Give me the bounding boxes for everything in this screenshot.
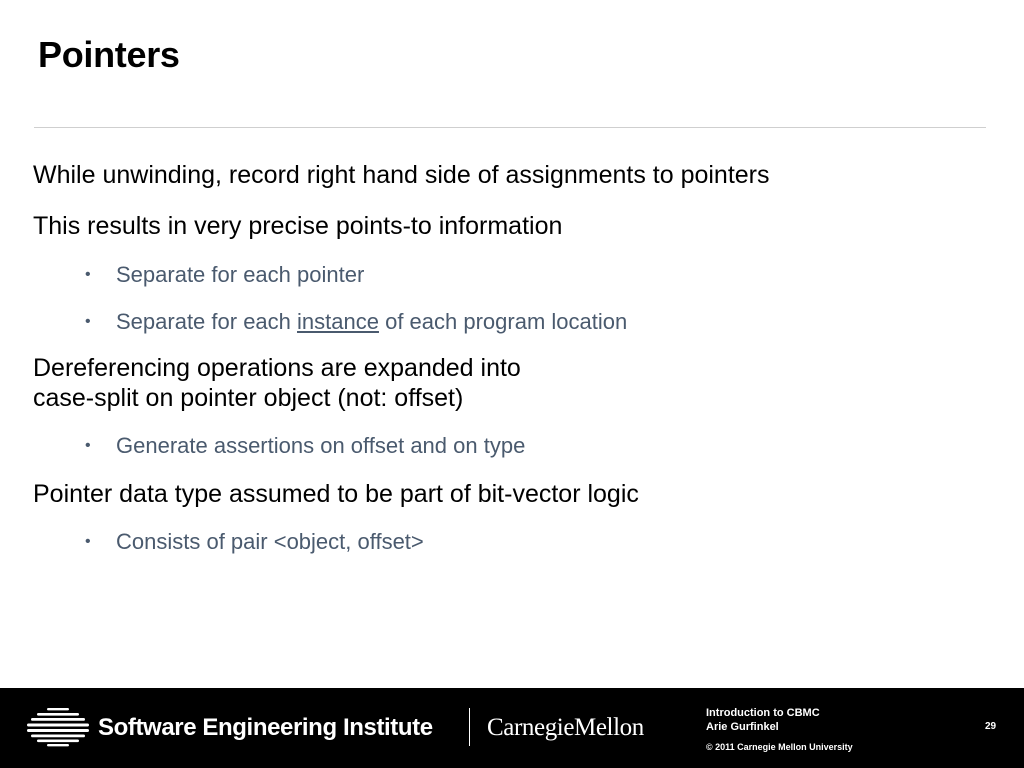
sei-name: Software Engineering Institute [98,714,433,741]
footer-bar [0,688,1024,768]
slide-title: Pointers [38,34,180,75]
author-name: Arie Gurfinkel [706,721,779,733]
bullet-level2 [33,433,993,459]
bullet-dot: • [85,437,91,454]
bullet-level1 [33,353,993,413]
footer-divider [469,708,470,746]
page-number: 29 [985,721,997,732]
bullet-dot: • [85,313,91,330]
footer-meta [706,706,853,754]
bullet-text-line2: case-split on pointer object (not: offset) [33,384,464,412]
cmu-name: CarnegieMellon [487,714,644,741]
bullet-level2 [33,262,993,288]
bullet-text: Pointer data type assumed to be part of bit-vector logic [33,480,639,508]
bullet-level2 [33,309,993,335]
slide-content [33,160,993,555]
course-title: Introduction to CBMC [706,707,820,719]
bullet-level1 [33,160,993,190]
copyright-notice: © 2011 Carnegie Mellon University [706,742,853,752]
bullet-text: Separate for each pointer [116,262,365,287]
bullet-text-post: of each program location [378,309,628,334]
underlined-word: instance [297,309,379,334]
title-rule [34,127,986,128]
bullet-level2 [33,529,993,555]
bullet-text: Consists of pair <object, offset> [116,529,424,554]
bullet-text: Generate assertions on offset and on type [116,433,526,458]
bullet-text-line1: Dereferencing operations are expanded into [33,354,521,382]
bullet-text-pre: Separate for each [116,309,298,334]
bullet-level1 [33,211,993,241]
bullet-text: This results in very precise points-to information [33,212,563,240]
bullet-level1 [33,479,993,509]
bullet-dot: • [85,533,91,550]
sei-logo-icon [25,707,91,747]
bullet-text: While unwinding, record right hand side of assignments to pointers [33,161,770,189]
bullet-dot: • [85,266,91,283]
